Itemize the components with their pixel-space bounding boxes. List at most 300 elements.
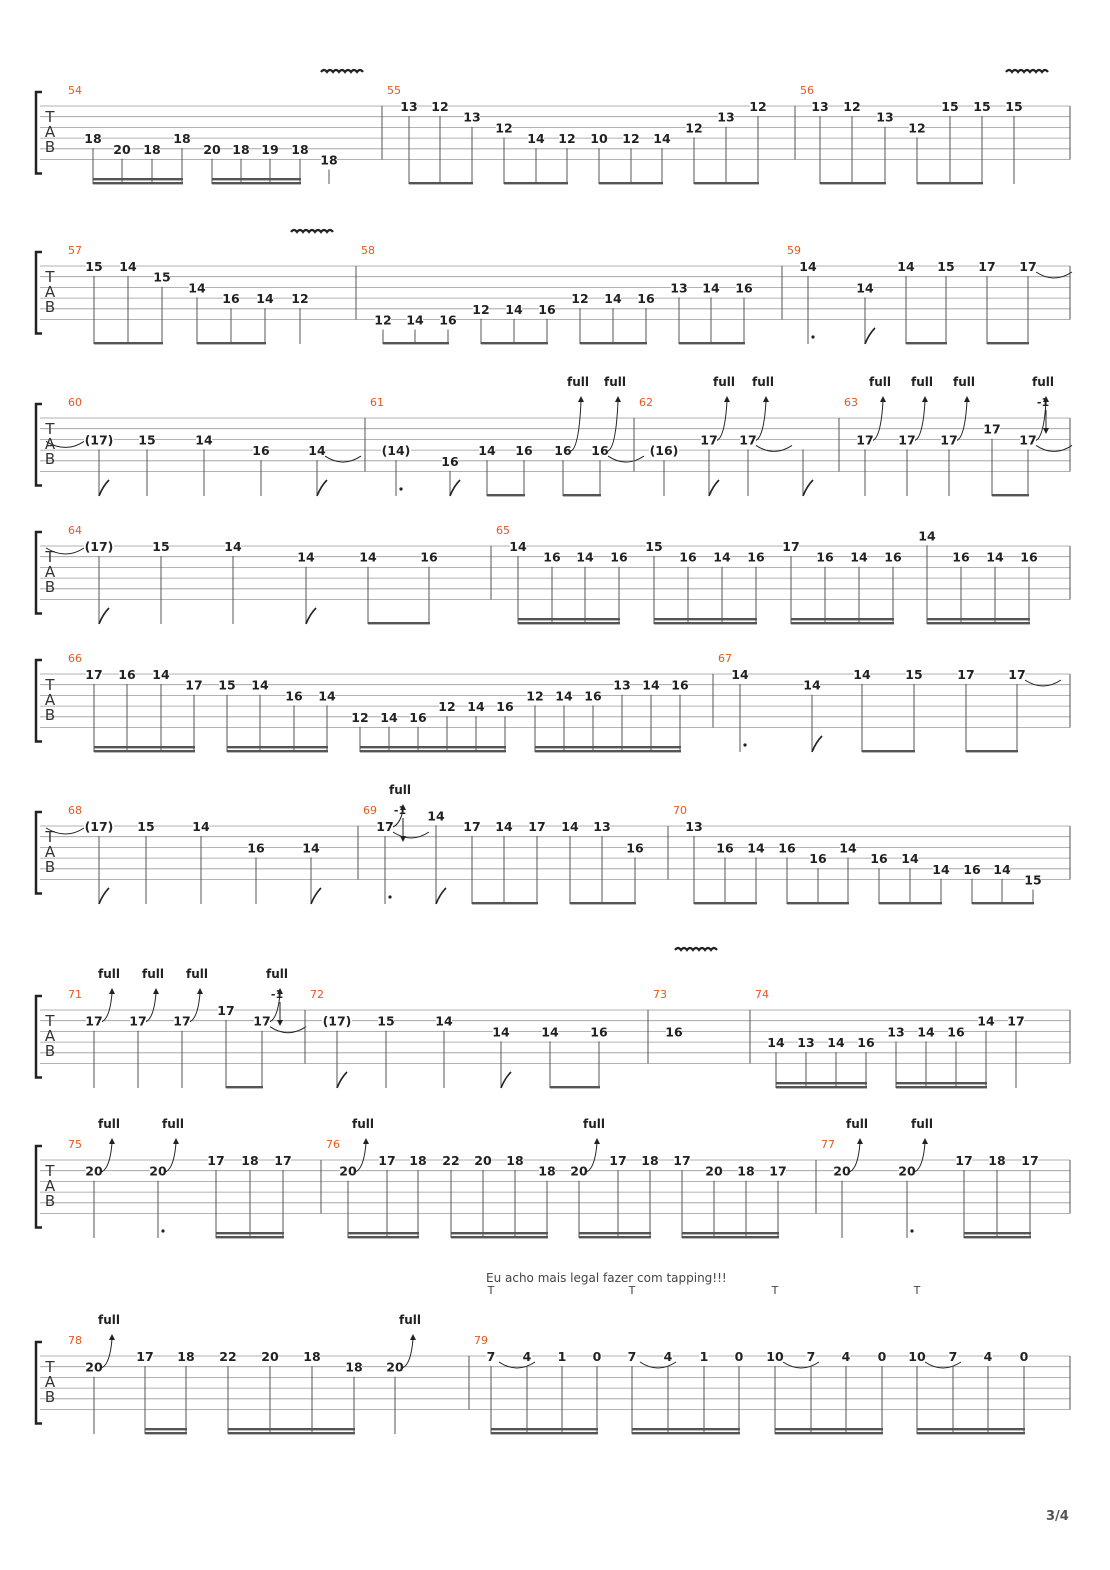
- measure-number: 64: [68, 524, 82, 537]
- note-beam: [94, 342, 163, 344]
- note-beam: [491, 1432, 598, 1434]
- note-beam: [348, 1236, 419, 1238]
- fret-number: 14: [856, 280, 874, 296]
- bend-arrowhead: [153, 988, 159, 994]
- fret-number: 16: [857, 1035, 875, 1051]
- release-label: -1: [1036, 396, 1050, 409]
- bend-label: full: [911, 375, 933, 389]
- bend-arrowhead: [922, 1138, 928, 1144]
- fret-number: 14: [406, 312, 424, 328]
- fret-number: 15: [905, 667, 923, 682]
- bend-curve: [102, 1339, 112, 1368]
- fret-number: 14: [642, 677, 660, 693]
- fret-number: 18: [143, 141, 161, 157]
- bend-curve: [190, 993, 200, 1022]
- measure-number: 73: [653, 988, 667, 1001]
- fret-number: 17: [782, 539, 800, 554]
- fret-number: 17: [253, 1013, 271, 1029]
- fret-number: 14: [188, 280, 206, 296]
- fret-number: 14: [853, 667, 871, 682]
- note-flag: [450, 480, 460, 496]
- tab-clef-letter: T: [45, 676, 55, 694]
- note-beam: [694, 902, 757, 904]
- fret-number: 14: [119, 259, 137, 274]
- fret-number: 18: [320, 152, 338, 168]
- note-flag: [99, 480, 109, 496]
- system-bracket: [36, 812, 42, 894]
- fret-number: 14: [192, 819, 210, 834]
- note-beam: [212, 178, 301, 180]
- vibrato-mark: [675, 948, 717, 950]
- note-beam: [776, 1086, 867, 1088]
- note-beam: [862, 750, 915, 752]
- fret-number: 16: [637, 291, 655, 307]
- fret-number: 14: [495, 819, 513, 834]
- fret-number: 16: [1020, 549, 1038, 565]
- fret-number: 14: [541, 1024, 559, 1040]
- fret-number: 14: [918, 528, 936, 544]
- note-beam: [966, 750, 1018, 752]
- fret-number: 20: [386, 1359, 404, 1375]
- system-bracket: [36, 532, 42, 614]
- system-bracket: [36, 1342, 42, 1424]
- fret-number: 16: [285, 688, 303, 704]
- fret-number: 10: [908, 1349, 926, 1364]
- fret-number: 10: [766, 1349, 784, 1364]
- fret-number: 15: [152, 539, 170, 554]
- tap-marker: T: [913, 1284, 921, 1297]
- fret-number: 17: [173, 1013, 191, 1029]
- bend-label: full: [869, 375, 891, 389]
- fret-number: 17: [85, 667, 103, 682]
- bend-label: full: [713, 375, 735, 389]
- fret-number: 4: [983, 1349, 993, 1364]
- note-flag: [436, 888, 446, 904]
- rhythm-dot: [811, 335, 814, 338]
- fret-number: 14: [850, 549, 868, 565]
- release-arrowhead: [277, 1020, 283, 1026]
- fret-number: 17: [129, 1013, 147, 1029]
- fret-number: 17: [207, 1153, 225, 1168]
- bend-label: full: [953, 375, 975, 389]
- fret-number: 14: [297, 549, 315, 565]
- fret-number: 13: [685, 819, 703, 834]
- fret-number: 12: [472, 301, 490, 317]
- fret-number: 16: [538, 301, 556, 317]
- tab-clef-letter: A: [44, 563, 56, 581]
- note-flag: [337, 1072, 347, 1088]
- note-flag: [99, 888, 109, 904]
- bend-curve: [356, 1143, 366, 1172]
- fret-number: 14: [555, 688, 573, 704]
- fret-number: 13: [797, 1035, 815, 1051]
- fret-number: 16: [584, 688, 602, 704]
- fret-number: 14: [435, 1013, 453, 1029]
- fret-number: 17: [274, 1153, 292, 1168]
- fret-number: 17: [983, 421, 1001, 437]
- fret-number: 18: [177, 1349, 195, 1364]
- fret-number: 14: [653, 131, 671, 147]
- fret-number: 17: [528, 819, 546, 834]
- fret-number: 13: [717, 109, 735, 125]
- measure-number: 77: [821, 1138, 835, 1151]
- note-beam: [682, 1236, 779, 1238]
- note-beam: [579, 1236, 651, 1238]
- note-beam: [964, 1232, 1031, 1234]
- note-beam: [491, 1428, 598, 1430]
- bend-label: full: [98, 967, 120, 981]
- fret-number: 14: [827, 1035, 845, 1051]
- bend-curve: [166, 1143, 176, 1172]
- fret-number: 17: [217, 1003, 235, 1018]
- fret-number: 14: [359, 549, 377, 565]
- fret-number: 0: [1019, 1349, 1029, 1364]
- fret-number: 17: [1019, 259, 1037, 274]
- bend-label: full: [389, 783, 411, 797]
- note-beam: [917, 1428, 1025, 1430]
- measure-number: 59: [787, 244, 801, 257]
- fret-number: 17: [700, 432, 718, 448]
- note-beam: [228, 1432, 355, 1434]
- fret-number: 16: [118, 667, 136, 682]
- bend-arrowhead: [594, 1138, 600, 1144]
- fret-number: 4: [663, 1349, 673, 1364]
- rhythm-dot: [161, 1229, 164, 1232]
- vibrato-mark: [291, 230, 333, 232]
- fret-number: 16: [554, 443, 572, 459]
- note-beam: [632, 1428, 740, 1430]
- note-beam: [535, 750, 681, 752]
- fret-number: 20: [339, 1163, 357, 1179]
- note-beam: [481, 342, 548, 344]
- note-beam: [451, 1236, 548, 1238]
- note-beam: [992, 494, 1029, 496]
- fret-number: 4: [522, 1349, 532, 1364]
- bend-label: full: [752, 375, 774, 389]
- fret-number: 16: [947, 1024, 965, 1040]
- bend-curve: [146, 993, 156, 1022]
- fret-number: 1: [699, 1349, 709, 1364]
- fret-number: 16: [870, 851, 888, 867]
- tab-clef-letter: B: [44, 1388, 56, 1406]
- fret-number: 17: [1008, 667, 1026, 682]
- fret-number: 14: [509, 539, 527, 554]
- bend-arrowhead: [109, 1334, 115, 1340]
- measure-number: 71: [68, 988, 82, 1001]
- fret-number: (17): [322, 1013, 352, 1029]
- fret-number: 16: [716, 840, 734, 856]
- tab-clef-letter: A: [44, 1373, 56, 1391]
- fret-number: 14: [224, 539, 242, 554]
- fret-number: 16: [626, 840, 644, 856]
- note-beam: [879, 902, 942, 904]
- note-beam: [409, 182, 473, 184]
- fret-number: 12: [351, 709, 369, 725]
- bend-arrowhead: [109, 1138, 115, 1144]
- bend-label: full: [1032, 375, 1054, 389]
- measure-number: 68: [68, 804, 82, 817]
- fret-number: 17: [856, 432, 874, 448]
- fret-number: 14: [731, 667, 749, 682]
- fret-number: 14: [986, 549, 1004, 565]
- fret-number: 16: [590, 1024, 608, 1040]
- bend-arrowhead: [173, 1138, 179, 1144]
- fret-number: 16: [665, 1024, 683, 1040]
- fret-number: 20: [85, 1163, 103, 1179]
- fret-number: 20: [833, 1163, 851, 1179]
- fret-number: (14): [381, 443, 411, 459]
- fret-number: 15: [1024, 872, 1042, 888]
- bend-label: full: [583, 1117, 605, 1131]
- bend-curve: [403, 1339, 413, 1368]
- fret-number: 14: [993, 861, 1011, 877]
- fret-number: 20: [898, 1163, 916, 1179]
- measure-number: 65: [496, 524, 510, 537]
- fret-number: 15: [645, 539, 663, 554]
- bend-label: full: [266, 967, 288, 981]
- fret-number: 20: [203, 141, 221, 157]
- fret-number: 17: [85, 1013, 103, 1029]
- fret-number: 0: [877, 1349, 887, 1364]
- note-beam: [896, 1082, 987, 1084]
- fret-number: 14: [380, 709, 398, 725]
- fret-number: 14: [527, 131, 545, 147]
- fret-number: 13: [876, 109, 894, 125]
- fret-number: 17: [955, 1153, 973, 1168]
- fret-number: 12: [438, 699, 456, 715]
- note-beam: [820, 182, 886, 184]
- bend-arrowhead: [578, 396, 584, 402]
- tab-clef-letter: T: [45, 1012, 55, 1030]
- note-beam: [906, 342, 947, 344]
- fret-number: 15: [218, 677, 236, 693]
- bend-label: full: [142, 967, 164, 981]
- note-beam: [226, 1086, 263, 1088]
- fret-number: 18: [538, 1163, 556, 1179]
- release-label: -1: [270, 988, 284, 1001]
- system-bracket: [36, 996, 42, 1078]
- note-beam: [917, 1432, 1025, 1434]
- fret-number: 22: [442, 1153, 460, 1168]
- fret-number: 15: [138, 432, 156, 448]
- fret-number: 14: [604, 291, 622, 307]
- fret-number: 14: [561, 819, 579, 834]
- system-bracket: [36, 92, 42, 174]
- fret-number: 10: [590, 131, 608, 147]
- note-beam: [927, 622, 1030, 624]
- fret-number: (17): [84, 539, 114, 554]
- fret-number: 18: [345, 1359, 363, 1375]
- note-beam: [451, 1232, 548, 1234]
- note-beam: [580, 342, 647, 344]
- measure-number: 70: [673, 804, 687, 817]
- tab-clef-letter: T: [45, 108, 55, 126]
- note-beam: [212, 182, 301, 184]
- fret-number: 17: [136, 1349, 154, 1364]
- note-flag: [317, 480, 327, 496]
- fret-number: 14: [308, 443, 326, 459]
- tab-clef-letter: T: [45, 268, 55, 286]
- fret-number: 13: [613, 677, 631, 693]
- fret-number: 14: [897, 259, 915, 274]
- fret-number: 16: [247, 840, 265, 856]
- fret-number: 14: [932, 861, 950, 877]
- release-label: -1: [393, 804, 407, 817]
- tab-clef-letter: B: [44, 858, 56, 876]
- note-beam: [518, 622, 620, 624]
- measure-number: 74: [755, 988, 769, 1001]
- measure-number: 62: [639, 396, 653, 409]
- fret-number: 18: [291, 141, 309, 157]
- note-beam: [694, 182, 759, 184]
- tab-clef-letter: B: [44, 298, 56, 316]
- tab-clef-letter: T: [45, 420, 55, 438]
- fret-number: 14: [576, 549, 594, 565]
- bend-arrowhead: [880, 396, 886, 402]
- fret-number: 14: [251, 677, 269, 693]
- fret-number: 17: [376, 819, 394, 834]
- bend-label: full: [567, 375, 589, 389]
- note-beam: [504, 182, 568, 184]
- vibrato-mark: [1006, 70, 1048, 72]
- fret-number: 20: [474, 1153, 492, 1168]
- note-beam: [518, 618, 620, 620]
- tab-clef-letter: A: [44, 435, 56, 453]
- fret-number: (17): [84, 432, 114, 448]
- fret-number: 15: [1005, 99, 1023, 114]
- measure-number: 56: [800, 84, 814, 97]
- tab-clef-letter: B: [44, 138, 56, 156]
- fret-number: 14: [917, 1024, 935, 1040]
- fret-number: 12: [571, 291, 589, 307]
- note-beam: [93, 182, 183, 184]
- bend-curve: [587, 1143, 597, 1172]
- fret-number: 16: [671, 677, 689, 693]
- note-flag: [803, 480, 813, 496]
- fret-number: 16: [439, 312, 457, 328]
- measure-number: 67: [718, 652, 732, 665]
- fret-number: 16: [884, 549, 902, 565]
- system-bracket: [36, 252, 42, 334]
- fret-number: 14: [318, 688, 336, 704]
- fret-number: 1: [557, 1349, 567, 1364]
- release-arrowhead: [1043, 428, 1049, 434]
- measure-number: 69: [363, 804, 377, 817]
- fret-number: 20: [149, 1163, 167, 1179]
- fret-number: 14: [467, 699, 485, 715]
- bend-label: full: [846, 1117, 868, 1131]
- bend-arrowhead: [922, 396, 928, 402]
- bend-curve: [571, 401, 581, 451]
- note-beam: [216, 1236, 284, 1238]
- fret-number: 13: [670, 280, 688, 296]
- note-beam: [563, 494, 601, 496]
- bend-label: full: [399, 1313, 421, 1327]
- fret-number: 13: [400, 99, 418, 114]
- measure-number: 57: [68, 244, 82, 257]
- fret-number: 14: [152, 667, 170, 682]
- fret-number: (16): [649, 443, 679, 459]
- measure-number: 78: [68, 1334, 82, 1347]
- tab-clef-letter: A: [44, 1027, 56, 1045]
- measure-number: 55: [387, 84, 401, 97]
- tab-clef-letter: A: [44, 843, 56, 861]
- fret-number: 17: [1019, 432, 1037, 448]
- note-beam: [197, 342, 266, 344]
- fret-number: 0: [592, 1349, 602, 1364]
- fret-number: 15: [937, 259, 955, 274]
- note-beam: [472, 902, 538, 904]
- fret-number: 12: [622, 131, 640, 147]
- note-beam: [360, 750, 506, 752]
- bend-label: full: [911, 1117, 933, 1131]
- fret-number: 16: [496, 699, 514, 715]
- fret-number: 18: [988, 1153, 1006, 1168]
- fret-number: 17: [1007, 1013, 1025, 1029]
- bend-label: full: [186, 967, 208, 981]
- rhythm-dot: [399, 487, 402, 490]
- fret-number: 14: [302, 840, 320, 856]
- tab-clef-letter: B: [44, 450, 56, 468]
- measure-number: 54: [68, 84, 82, 97]
- bend-curve: [102, 1143, 112, 1172]
- fret-number: 7: [806, 1349, 816, 1364]
- fret-number: 17: [978, 259, 996, 274]
- tab-clef-letter: B: [44, 706, 56, 724]
- fret-number: 17: [185, 677, 203, 693]
- fret-number: 17: [769, 1163, 787, 1179]
- fret-number: 14: [747, 840, 765, 856]
- fret-number: 16: [222, 291, 240, 307]
- fret-number: 19: [261, 141, 279, 157]
- note-beam: [579, 1232, 651, 1234]
- tab-clef-letter: B: [44, 1192, 56, 1210]
- vibrato-mark: [321, 70, 363, 72]
- note-beam: [227, 750, 328, 752]
- fret-number: 15: [85, 259, 103, 274]
- note-beam: [570, 902, 636, 904]
- bend-arrowhead: [615, 396, 621, 402]
- bend-curve: [850, 1143, 860, 1172]
- fret-number: 20: [570, 1163, 588, 1179]
- fret-number: 12: [374, 312, 392, 328]
- fret-number: 16: [963, 861, 981, 877]
- note-beam: [216, 1232, 284, 1234]
- fret-number: 16: [735, 280, 753, 296]
- note-beam: [775, 1432, 883, 1434]
- note-flag: [812, 736, 822, 752]
- bend-arrowhead: [197, 988, 203, 994]
- fret-number: 17: [1021, 1153, 1039, 1168]
- fret-number: 16: [543, 549, 561, 565]
- note-beam: [775, 1428, 883, 1430]
- note-beam: [93, 178, 183, 180]
- measure-number: 63: [844, 396, 858, 409]
- tap-marker: T: [628, 1284, 636, 1297]
- note-beam: [927, 618, 1030, 620]
- note-beam: [227, 746, 328, 748]
- note-flag: [306, 608, 316, 624]
- fret-number: 0: [734, 1349, 744, 1364]
- fret-number: 12: [291, 291, 309, 307]
- fret-number: 20: [113, 141, 131, 157]
- fret-number: 14: [195, 432, 213, 448]
- fret-number: 14: [901, 851, 919, 867]
- measure-number: 72: [310, 988, 324, 1001]
- fret-number: 13: [463, 109, 481, 125]
- bend-curve: [915, 401, 925, 440]
- bend-arrowhead: [410, 1334, 416, 1340]
